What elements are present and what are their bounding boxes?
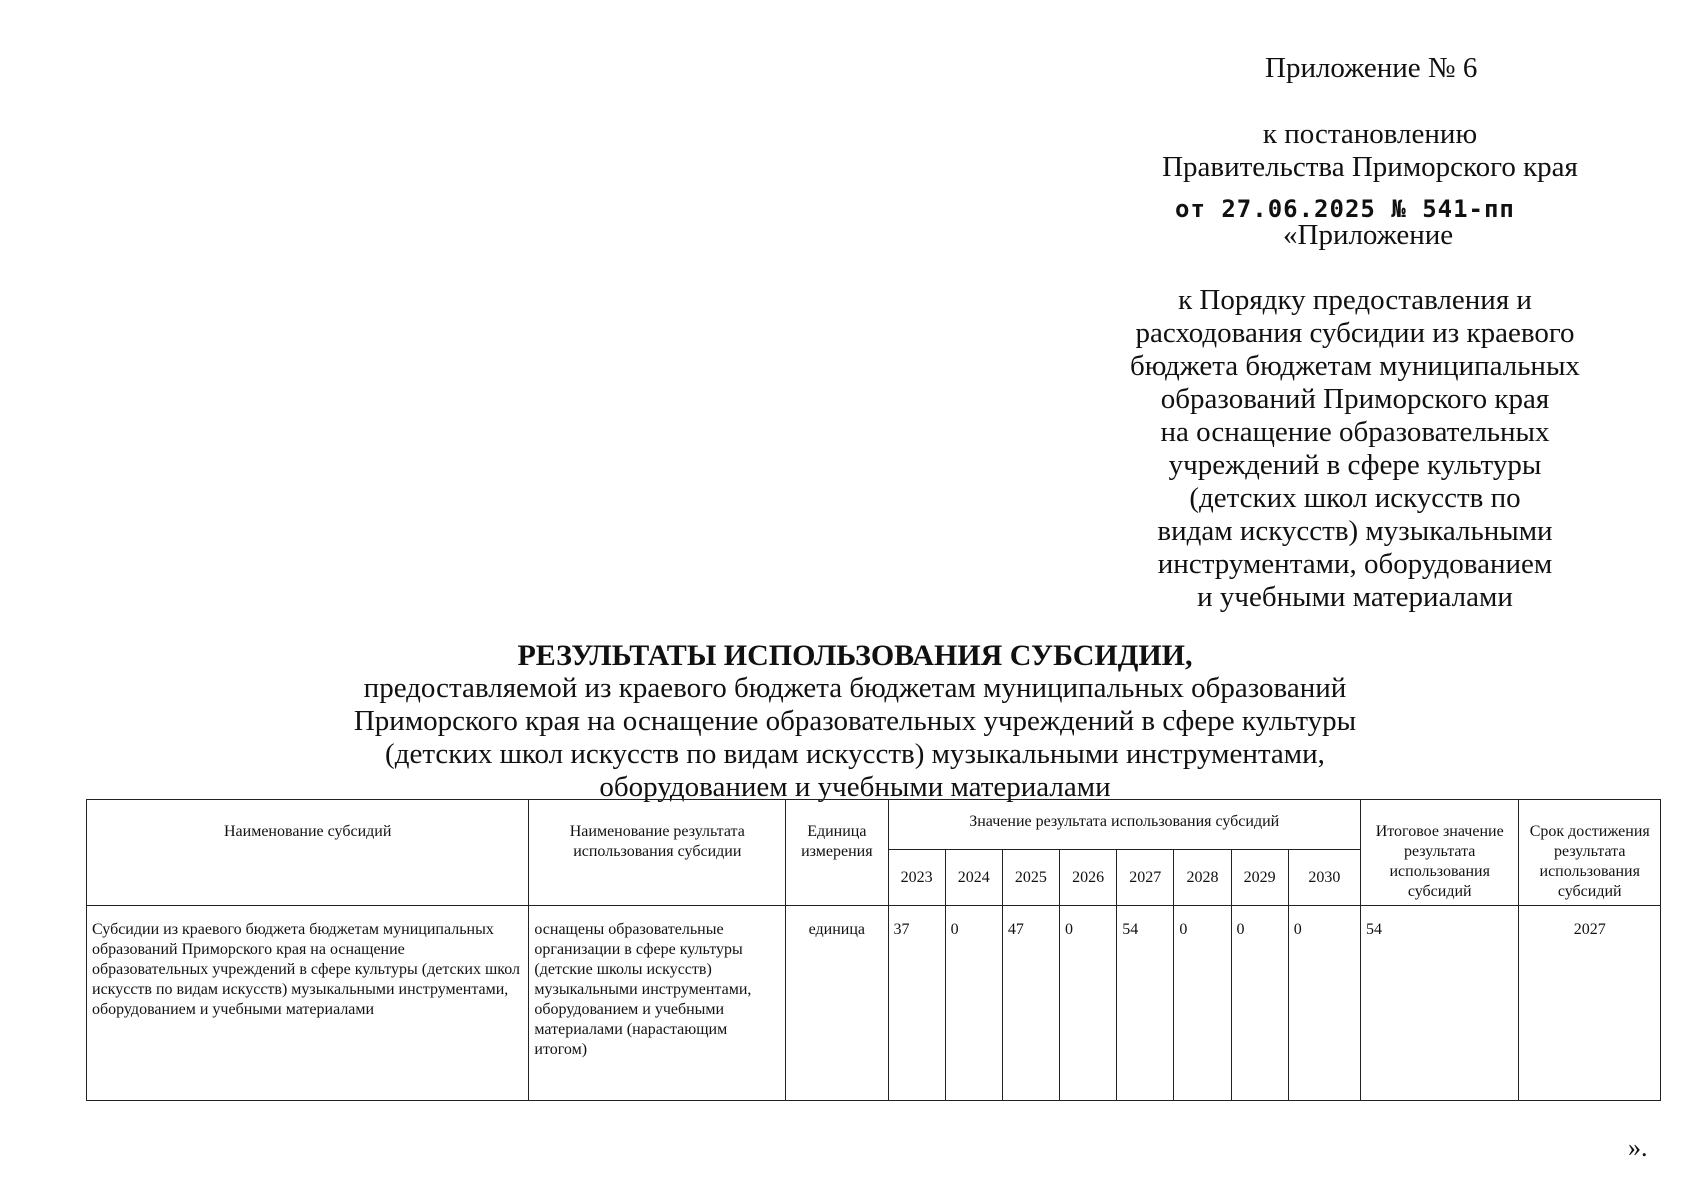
appendix-title: Приложение № 6 [1265,52,1478,84]
header-year-2030: 2030 [1288,850,1360,906]
closing-quote: ». [1628,1133,1648,1162]
table-header-row [87,800,1661,850]
header-year-2028: 2028 [1174,850,1231,906]
document-subtitle [300,672,1410,804]
header-year-2023: 2023 [888,850,945,906]
order-line: бюджета бюджетам муниципальных [1130,350,1580,382]
order-line: образований Приморского края [1160,383,1550,415]
subtitle-line: Приморского края на оснащение образовательных учреждений в сфере культуры [353,705,1357,737]
header-subsidy-name: Наименование субсидий [87,800,529,906]
order-line: (детских школ искусств по [1189,482,1521,514]
header-year-2029: 2029 [1231,850,1288,906]
cell-unit: единица [786,906,888,1101]
order-line: инструментами, оборудованием [1157,548,1553,580]
header-unit: Единица измерения [786,800,888,906]
header-final-value: Итоговое значение результата использования субсидий [1360,800,1519,906]
subtitle-line: оборудованием и учебными материалами [599,771,1111,803]
results-table [86,799,1661,1101]
to-decree-text [1160,118,1580,184]
header-result-name: Наименование результата использования субсидии [529,800,786,906]
header-deadline: Срок достижения результата использования субсидий [1519,800,1661,906]
cell-value-2028: 0 [1174,906,1231,1101]
order-line: к Порядку предоставления и [1178,284,1532,316]
cell-value-2030: 0 [1288,906,1360,1101]
order-line: расходования субсидии из краевого [1135,317,1575,349]
cell-value-2029: 0 [1231,906,1288,1101]
cell-final-value: 54 [1360,906,1519,1101]
order-line: видам искусств) музыкальными [1157,515,1553,547]
document-title: РЕЗУЛЬТАТЫ ИСПОЛЬЗОВАНИЯ СУБСИДИИ, [517,639,1193,672]
cell-value-2025: 47 [1002,906,1059,1101]
order-reference [1125,284,1585,614]
header-year-2024: 2024 [945,850,1002,906]
header-year-2027: 2027 [1117,850,1174,906]
decree-reference-stamp: от 27.06.2025 № 541-пп [1175,195,1515,223]
order-line: учреждений в сфере культуры [1168,449,1542,481]
header-year-2026: 2026 [1060,850,1117,906]
order-line: и учебными материалами [1197,581,1513,613]
to-decree-line-1: к постановлению [1262,118,1478,150]
cell-value-2026: 0 [1060,906,1117,1101]
to-decree-line-2: Правительства Приморского края [1162,151,1578,183]
cell-value-2027: 54 [1117,906,1174,1101]
cell-value-2023: 37 [888,906,945,1101]
cell-deadline: 2027 [1519,906,1661,1101]
subtitle-line: предоставляемой из краевого бюджета бюджетам муниципальных образований [363,672,1347,704]
cell-result-name: оснащены образовательные организации в сфере культуры (детские школы искусств) музыкальными инструментами, оборудованием и учебными материалами (нарастающим итогом) [529,906,786,1101]
cell-subsidy-name: Субсидии из краевого бюджета бюджетам муниципальных образований Приморского края на оснащение образовательных учреждений в сфере культуры (детских школ искусств по видам искусств) музыкальными инструментами, оборудованием и учебными материалами [87,906,529,1101]
order-line: на оснащение образовательных [1160,416,1550,448]
header-values-group: Значение результата использования субсидий [888,800,1360,850]
table-row [87,906,1661,1101]
subtitle-line: (детских школ искусств по видам искусств) музыкальными инструментами, [385,738,1325,770]
appendix-quote: «Приложение [1283,219,1454,251]
header-year-2025: 2025 [1002,850,1059,906]
cell-value-2024: 0 [945,906,1002,1101]
